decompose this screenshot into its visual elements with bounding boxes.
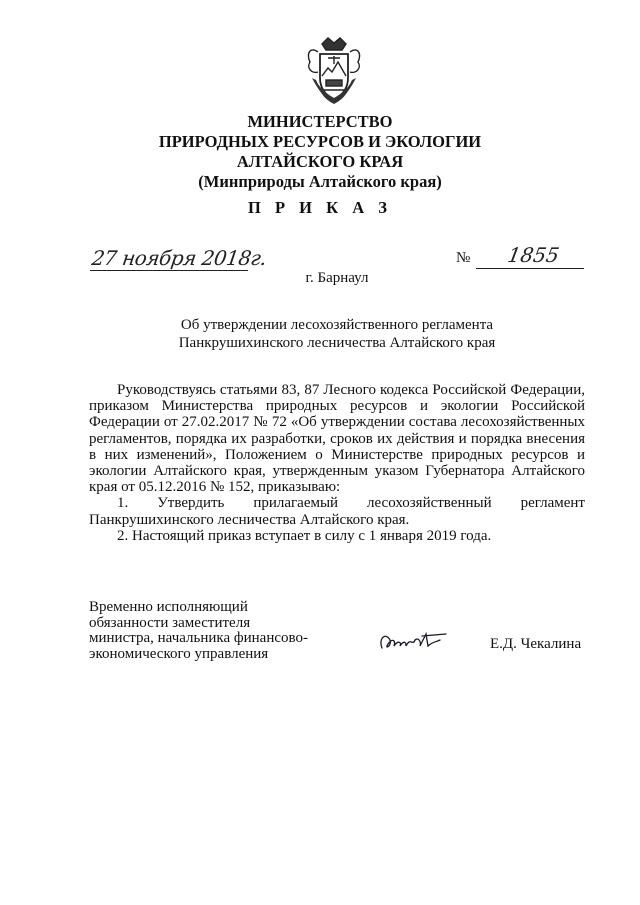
- position-line-1: Временно исполняющий: [89, 599, 248, 615]
- position-line-3: министра, начальника финансово-: [89, 630, 308, 646]
- document-type-title: П Р И К А З: [248, 198, 392, 217]
- order-number-label: №: [456, 250, 471, 266]
- subject-line-2: Панкрушихинского лесничества Алтайского края: [178, 335, 496, 351]
- order-date-handwritten: 27 ноября 2018г.: [90, 246, 268, 270]
- item-1-number: 1.: [117, 495, 129, 512]
- item-1-line: [89, 495, 585, 511]
- number-underline: [476, 268, 584, 269]
- item-1-continuation: Панкрушихинского лесничества Алтайского края.: [89, 511, 410, 528]
- item-1-word-forestry: лесохозяйственный: [367, 495, 492, 512]
- ministry-short-name: (Минприроды Алтайского края): [198, 172, 442, 191]
- item-1-word-regulation: регламент: [520, 495, 585, 512]
- ministry-name-line1: МИНИСТЕРСТВО: [247, 112, 393, 131]
- subject-line-1: Об утверждении лесохозяйственного регламента: [180, 317, 494, 333]
- position-line-2: обязанности заместителя: [89, 614, 251, 631]
- order-subject: [0, 316, 640, 352]
- handwritten-signature: [376, 626, 448, 658]
- position-line-4: экономического управления: [89, 645, 269, 662]
- item-1-word-approve: Утвердить: [157, 495, 225, 512]
- item-2-paragraph: 2. Настоящий приказ вступает в силу с 1 января 2019 года.: [117, 527, 492, 544]
- coat-of-arms-emblem: [302, 34, 366, 106]
- ministry-name-line3: АЛТАЙСКОГО КРАЯ: [236, 152, 404, 171]
- ministry-name-line2: ПРИРОДНЫХ РЕСУРСОВ И ЭКОЛОГИИ: [158, 132, 482, 151]
- signatory-position: [89, 600, 308, 662]
- signer-name: Е.Д. Чекалина: [490, 636, 582, 652]
- order-body: [89, 382, 585, 544]
- city: г. Барнаул: [305, 270, 369, 286]
- preamble-paragraph: Руководствуясь статьями 83, 87 Лесного кодекса Российской Федерации, приказом Министерства природных ресурсов и экологии Российской Федерации от 27.02.2017 № 72 «Об утверждении состава лесохозяйственных регламентов, порядка их разработки, сроков их действия и порядка внесения в них изменений», Положением о Министерстве природных ресурсов и экологии Алтайского края, утвержденным указом Губернатора Алтайского края от 05.12.2016 № 152, приказываю:: [89, 382, 585, 496]
- order-number-handwritten: 1855: [505, 243, 562, 267]
- item-1-word-attached: прилагаемый: [253, 495, 339, 512]
